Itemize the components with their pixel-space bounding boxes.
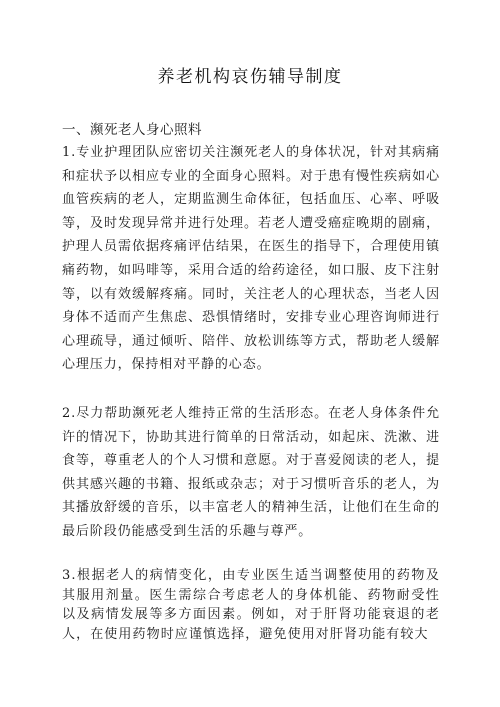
- paragraph-1: 1.专业护理团队应密切关注濒死老人的身体状况，针对其病痛和症状予以相应专业的全面身心照料。对于患有慢性疾病如心血管疾病的老人，定期监测生命体征，包括血压、心率、呼吸等，及时发现异常并进行处理。若老人遭受癌症晚期的剧痛，护理人员需依据疼痛评估结果，在医生的指导下，合理使用镇痛药物，如吗啡等，采用合适的给药途径，如口服、皮下注射等，以有效缓解疼痛。同时，关注老人的心理状态，当老人因身体不适而产生焦虑、恐惧情绪时，安排专业心理咨询师进行心理疏导，通过倾听、陪伴、放松训练等方式，帮助老人缓解心理压力，保持相对平静的心态。: [62, 145, 440, 373]
- paragraph-3: 3.根据老人的病情变化，由专业医生适当调整使用的药物及其服用剂量。医生需综合考虑老人的身体机能、药物耐受性以及病情发展等多方面因素。例如，对于肝肾功能衰退的老人，在使用药物时应谨慎选择，避免使用对肝肾功能有较大: [62, 568, 440, 643]
- paragraph-2: 2.尽力帮助濒死老人维持正常的生活形态。在老人身体条件允许的情况下，协助其进行简单的日常活动，如起床、洗漱、进食等，尊重老人的个人习惯和意愿。对于喜爱阅读的老人，提供其感兴趣的书籍、报纸或杂志；对于习惯听音乐的老人，为其播放舒缓的音乐，以丰富老人的精神生活，让他们在生命的最后阶段仍能感受到生活的乐趣与尊严。: [62, 406, 440, 539]
- document-title: 养老机构哀伤辅导制度: [157, 67, 343, 87]
- section-heading: 一、濒死老人身心照料: [62, 122, 202, 138]
